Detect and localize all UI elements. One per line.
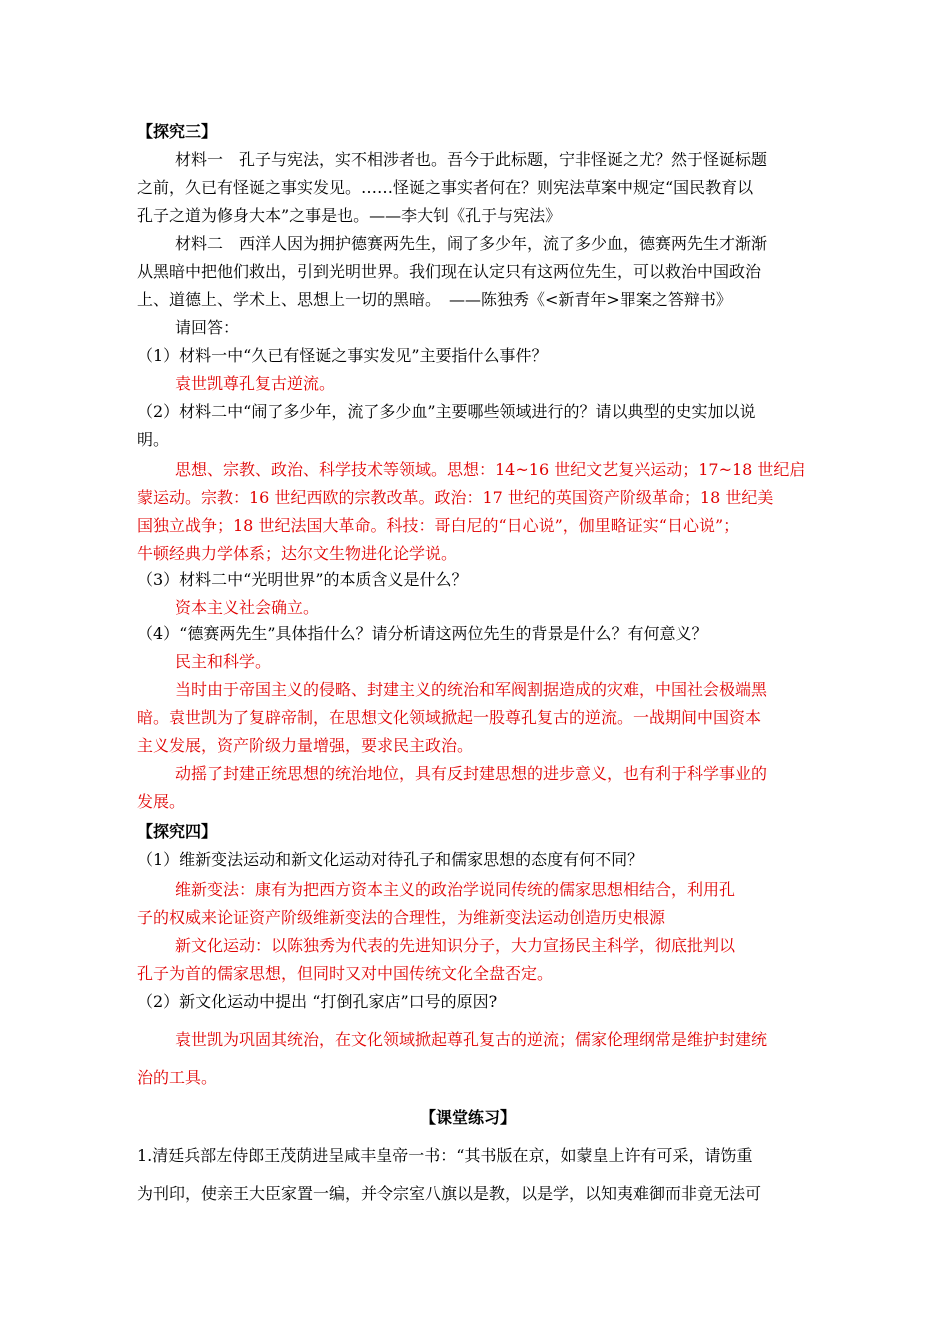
material-2-line: 从黑暗中把他们救出，引到光明世界。我们现在认定只有这两位先生，可以救治中国政治 <box>137 262 762 281</box>
answer-4-significance-line: 发展。 <box>137 792 186 811</box>
answer-prompt: 请回答： <box>175 318 240 337</box>
question-2-line: （2）材料二中“闹了多少年，流了多少血”主要哪些领域进行的？请以典型的史实加以说 <box>137 402 756 421</box>
material-2-line: 材料二 西洋人因为拥护德赛两先生，闹了多少年，流了多少血，德赛两先生才渐渐 <box>175 234 768 253</box>
answer-2-line: 牛顿经典力学体系；达尔文生物进化论学说。 <box>137 544 458 563</box>
section-heading-tanjiu-3: 【探究三】 <box>137 122 218 141</box>
material-1-line: 孔子之道为修身大本”之事是也。——李大钊《孔于与宪法》 <box>137 206 562 225</box>
material-1-line: 之前，久已有怪诞之事实发见。……怪诞之事实者何在？则宪法草案中规定“国民教育以 <box>137 178 754 197</box>
question-1: （1）维新变法运动和新文化运动对待孔子和儒家思想的态度有何不同？ <box>137 850 644 869</box>
material-1-line: 材料一 孔子与宪法，实不相涉者也。吾今于此标题，宁非怪诞之尤？然于怪诞标题 <box>175 150 768 169</box>
answer-4-background-line: 暗。袁世凯为了复辟帝制，在思想文化领域掀起一股尊孔复古的逆流。一战期间中国资本 <box>137 708 762 727</box>
practice-question-1-line: 1.清廷兵部左侍郎王茂荫进呈咸丰皇帝一书：“其书版在京，如蒙皇上许有可采，请饬重 <box>137 1146 753 1165</box>
question-4: （4）“德赛两先生”具体指什么？请分析请这两位先生的背景是什么？有何意义？ <box>137 624 708 643</box>
question-2-line: 明。 <box>137 430 170 449</box>
answer-4-significance-line: 动摇了封建正统思想的统治地位，具有反封建思想的进步意义，也有利于科学事业的 <box>175 764 768 783</box>
practice-heading: 【课堂练习】 <box>420 1108 517 1127</box>
answer-3: 资本主义社会确立。 <box>175 598 320 617</box>
section-heading-tanjiu-4: 【探究四】 <box>137 822 218 841</box>
answer-2-line: 蒙运动。宗教：16 世纪西欧的宗教改革。政治：17 世纪的英国资产阶级革命；18 世纪美 <box>137 488 774 507</box>
answer-1-reform-line: 维新变法：康有为把西方资本主义的政治学说同传统的儒家思想相结合，利用孔 <box>175 880 736 899</box>
answer-2-line: 国独立战争；18 世纪法国大革命。科技：哥白尼的“日心说”，伽里略证实“日心说”； <box>137 516 740 535</box>
answer-1: 袁世凯尊孔复古逆流。 <box>175 374 336 393</box>
answer-1-reform-line: 子的权威来论证资产阶级维新变法的合理性，为维新变法运动创造历史根源 <box>137 908 666 927</box>
answer-1-new-culture-line: 孔子为首的儒家思想，但同时又对中国传统文化全盘否定。 <box>137 964 554 983</box>
answer-2-line: 袁世凯为巩固其统治，在文化领域掀起尊孔复古的逆流；儒家伦理纲常是维护封建统 <box>175 1030 768 1049</box>
answer-2-line: 思想、宗教、政治、科学技术等领域。思想：14~16 世纪文艺复兴运动；17~18 世纪启 <box>175 460 806 479</box>
answer-2-line: 治的工具。 <box>137 1068 218 1087</box>
answer-4-summary: 民主和科学。 <box>175 652 272 671</box>
answer-4-background-line: 当时由于帝国主义的侵略、封建主义的统治和军阀割据造成的灾难，中国社会极端黑 <box>175 680 768 699</box>
answer-4-background-line: 主义发展，资产阶级力量增强，要求民主政治。 <box>137 736 474 755</box>
question-3: （3）材料二中“光明世界”的本质含义是什么？ <box>137 570 468 589</box>
question-1: （1）材料一中“久已有怪诞之事实发见”主要指什么事件？ <box>137 346 548 365</box>
question-2: （2）新文化运动中提出 “打倒孔家店”口号的原因? <box>137 992 498 1011</box>
material-2-line: 上、道德上、学术上、思想上一切的黑暗。 ——陈独秀《<新青年>罪案之答辩书》 <box>137 290 732 309</box>
answer-1-new-culture-line: 新文化运动：以陈独秀为代表的先进知识分子，大力宣扬民主科学，彻底批判以 <box>175 936 736 955</box>
practice-question-1-line: 为刊印，使亲王大臣家置一编，并令宗室八旗以是教，以是学，以知夷难御而非竟无法可 <box>137 1184 762 1203</box>
